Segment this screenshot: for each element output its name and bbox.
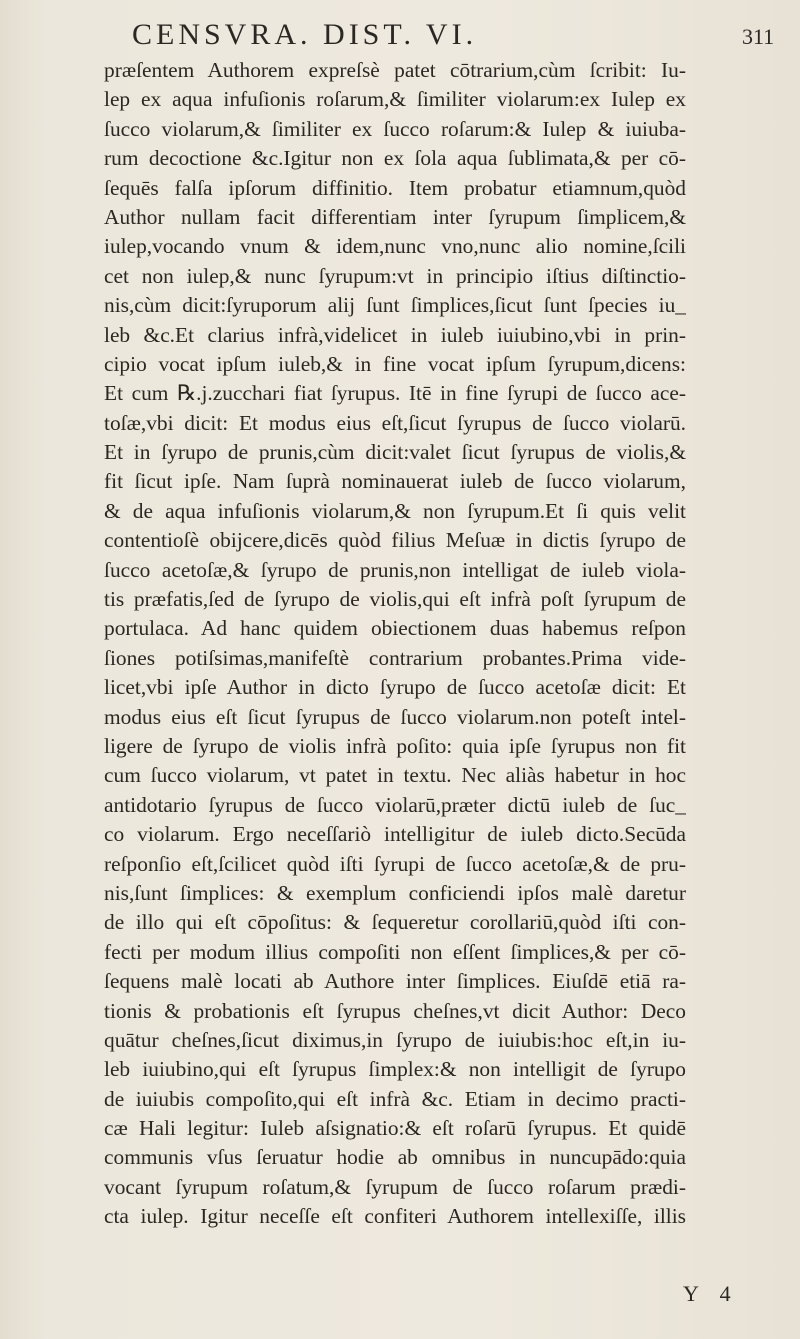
text-line: de illo qui eſt cōpoſitus: & ſequeretur corollariū,quòd iſti con- bbox=[104, 910, 686, 935]
text-line: ſiones potiſsimas,manifeſtè contrarium probantes.Prima vide- bbox=[104, 645, 686, 670]
text-line: toſæ,vbi dicit: Et modus eius eſt,ſicut ſyrupus de ſucco violarū. bbox=[104, 410, 686, 435]
text-line: Et in ſyrupo de prunis,cùm dicit:valet ſicut ſyrupus de violis,& bbox=[104, 440, 686, 465]
signature-mark: Y 4 bbox=[683, 1281, 739, 1306]
body-text bbox=[104, 56, 686, 1232]
text-line: modus eius eſt ſicut ſyrupus de ſucco violarum.non poteſt intel- bbox=[104, 704, 686, 729]
text-line: præſentem Authorem expreſsè patet cōtrarium,cùm ſcribit: Iu- bbox=[104, 58, 686, 82]
page-number: 311 bbox=[742, 24, 775, 49]
text-line: ligere de ſyrupo de violis infrà poſito: quia ipſe ſyrupus non fit bbox=[104, 733, 686, 758]
running-head: CENSVRA. DIST. VI. bbox=[132, 18, 478, 51]
text-line: tionis & probationis eſt ſyrupus cheſnes,vt dicit Author: Deco bbox=[104, 998, 686, 1023]
text-line: nis,cùm dicit:ſyruporum alij ſunt ſimplices,ſicut ſunt ſpecies iu_ bbox=[104, 293, 686, 318]
text-line: cet non iulep,& nunc ſyrupum:vt in principio iſtius diſtinctio- bbox=[104, 263, 686, 288]
text-line: de iuiubis compoſito,qui eſt infrà &c. Etiam in decimo practi- bbox=[104, 1086, 686, 1111]
text-line: iulep,vocando vnum & idem,nunc vno,nunc alio nomine,ſcili bbox=[104, 234, 686, 259]
text-line: cum ſucco violarum, vt patet in textu. Nec aliàs habetur in hoc bbox=[104, 763, 686, 788]
text-line: co violarum. Ergo neceſſariò intelligitur de iuleb dicto.Secūda bbox=[104, 822, 686, 847]
text-line: vocant ſyrupum roſatum,& ſyrupum de ſucco roſarum prædi- bbox=[104, 1174, 686, 1199]
text-line: cipio vocat ipſum iuleb,& in fine vocat ipſum ſyrupum,dicens: bbox=[104, 351, 686, 376]
text-line: ſequēs falſa ipſorum diffinitio. Item probatur etiamnum,quòd bbox=[104, 175, 686, 200]
text-line: ſequens malè locati ab Authore inter ſimplices. Eiuſdē etiā ra- bbox=[104, 969, 686, 994]
text-line: & de aqua infuſionis violarum,& non ſyrupum.Et ſi quis velit bbox=[104, 498, 686, 523]
text-line: antidotario ſyrupus de ſucco violarū,præter dictū iuleb de ſuc_ bbox=[104, 792, 686, 817]
text-line: licet,vbi ipſe Author in dicto ſyrupo de ſucco acetoſæ dicit: Et bbox=[104, 675, 686, 700]
text-line: leb &c.Et clarius infrà,videlicet in iuleb iuiubino,vbi in prin- bbox=[104, 322, 686, 347]
text-line: nis,ſunt ſimplices: & exemplum conficiendi ipſos malè daretur bbox=[104, 880, 686, 905]
text-line: leb iuiubino,qui eſt ſyrupus ſimplex:& non intelligit de ſyrupo bbox=[104, 1057, 686, 1082]
page-footer bbox=[0, 1281, 800, 1307]
text-line: lep ex aqua infuſionis roſarum,& ſimiliter violarum:ex Iulep ex bbox=[104, 87, 686, 112]
text-line: portulaca. Ad hanc quidem obiectionem duas habemus reſpon bbox=[104, 616, 686, 641]
text-line: fit ſicut ipſe. Nam ſuprà nominauerat iuleb de ſucco violarum, bbox=[104, 469, 686, 494]
text-line: Author nullam facit differentiam inter ſyrupum ſimplicem,& bbox=[104, 204, 686, 229]
text-line: cta iulep. Igitur neceſſe eſt confiteri Authorem intellexiſſe, illis bbox=[104, 1204, 686, 1229]
text-line: ſucco violarum,& ſimiliter ex ſucco roſarum:& Iulep & iuiuba- bbox=[104, 116, 686, 141]
text-line: contentioſè obijcere,dicēs quòd filius Meſuæ in dictis ſyrupo de bbox=[104, 528, 686, 553]
text-line: quātur cheſnes,ſicut diximus,in ſyrupo de iuiubis:hoc eſt,in iu- bbox=[104, 1027, 686, 1052]
text-line: Et cum ℞.j.zucchari fiat ſyrupus. Itē in fine ſyrupi de ſucco ace- bbox=[104, 381, 686, 406]
text-line: cæ Hali legitur: Iuleb aſsignatio:& eſt roſarū ſyrupus. Et quidē bbox=[104, 1116, 686, 1141]
text-line: communis vſus ſeruatur hodie ab omnibus in nuncupādo:quia bbox=[104, 1145, 686, 1170]
text-line: rum decoctione &c.Igitur non ex ſola aqua ſublimata,& per cō- bbox=[104, 146, 686, 171]
text-line: tis præfatis,ſed de ſyrupo de violis,qui eſt infrà poſt ſyrupum de bbox=[104, 587, 686, 612]
text-line: fecti per modum illius compoſiti non eſſent ſimplices,& per cō- bbox=[104, 939, 686, 964]
text-line: reſponſio eſt,ſcilicet quòd iſti ſyrupi de ſucco acetoſæ,& de pru- bbox=[104, 851, 686, 876]
text-line: ſucco acetoſæ,& ſyrupo de prunis,non intelligat de iuleb viola- bbox=[104, 557, 686, 582]
page-header bbox=[0, 14, 800, 54]
